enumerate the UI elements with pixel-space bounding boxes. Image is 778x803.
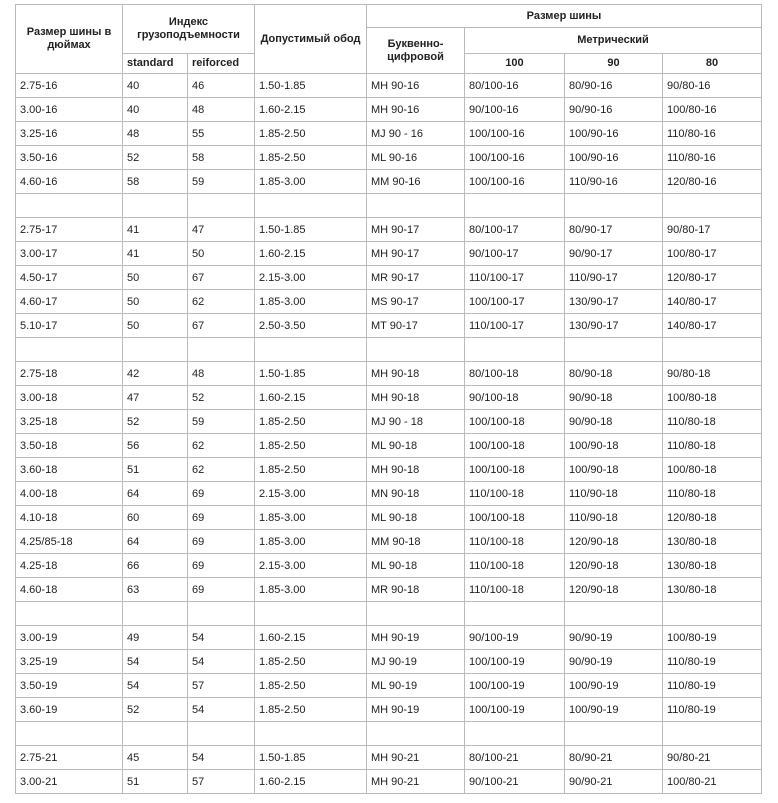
cell-rim: 1.85-3.00 bbox=[255, 290, 367, 314]
cell-alnum: MR 90-18 bbox=[367, 578, 465, 602]
cell-alnum: MH 90-18 bbox=[367, 458, 465, 482]
cell-size-inch: 2.75-18 bbox=[16, 362, 123, 386]
cell-metric-80: 120/80-18 bbox=[663, 506, 762, 530]
cell-metric-80: 100/80-21 bbox=[663, 770, 762, 794]
cell-metric-100: 100/100-16 bbox=[465, 122, 565, 146]
table-row bbox=[16, 554, 762, 578]
cell-metric-80: 90/80-16 bbox=[663, 74, 762, 98]
cell-load-standard: 58 bbox=[123, 170, 188, 194]
cell-load-standard: 41 bbox=[123, 242, 188, 266]
cell-metric-90: 90/90-19 bbox=[565, 626, 663, 650]
cell-load-reinforced: 57 bbox=[188, 770, 255, 794]
cell-rim: 2.15-3.00 bbox=[255, 482, 367, 506]
table-header bbox=[16, 5, 762, 74]
cell-load-standard: 66 bbox=[123, 554, 188, 578]
empty-cell bbox=[123, 602, 188, 626]
cell-load-reinforced: 62 bbox=[188, 290, 255, 314]
cell-load-reinforced: 52 bbox=[188, 386, 255, 410]
cell-load-reinforced: 69 bbox=[188, 554, 255, 578]
cell-alnum: MH 90-16 bbox=[367, 98, 465, 122]
cell-metric-80: 110/80-16 bbox=[663, 146, 762, 170]
cell-rim: 1.85-3.00 bbox=[255, 170, 367, 194]
cell-metric-80: 130/80-18 bbox=[663, 530, 762, 554]
table-row bbox=[16, 146, 762, 170]
cell-metric-100: 110/100-18 bbox=[465, 482, 565, 506]
header-load-index: Индекс грузоподъемности bbox=[123, 5, 255, 54]
cell-load-reinforced: 59 bbox=[188, 170, 255, 194]
cell-load-reinforced: 67 bbox=[188, 314, 255, 338]
cell-metric-90: 110/90-18 bbox=[565, 482, 663, 506]
cell-metric-80: 110/80-18 bbox=[663, 410, 762, 434]
cell-rim: 1.60-2.15 bbox=[255, 626, 367, 650]
header-metric-90: 90 bbox=[565, 54, 663, 74]
table-row bbox=[16, 506, 762, 530]
cell-metric-100: 100/100-16 bbox=[465, 170, 565, 194]
cell-load-standard: 56 bbox=[123, 434, 188, 458]
cell-metric-80: 100/80-19 bbox=[663, 626, 762, 650]
separator-row bbox=[16, 602, 762, 626]
separator-row bbox=[16, 338, 762, 362]
cell-metric-80: 130/80-18 bbox=[663, 554, 762, 578]
cell-size-inch: 3.50-16 bbox=[16, 146, 123, 170]
empty-cell bbox=[188, 602, 255, 626]
cell-alnum: MJ 90-19 bbox=[367, 650, 465, 674]
cell-rim: 1.85-2.50 bbox=[255, 146, 367, 170]
cell-load-standard: 49 bbox=[123, 626, 188, 650]
cell-metric-90: 80/90-16 bbox=[565, 74, 663, 98]
cell-load-standard: 40 bbox=[123, 74, 188, 98]
table-row bbox=[16, 218, 762, 242]
cell-load-reinforced: 59 bbox=[188, 410, 255, 434]
empty-cell bbox=[16, 338, 123, 362]
cell-load-standard: 51 bbox=[123, 458, 188, 482]
cell-metric-100: 100/100-18 bbox=[465, 410, 565, 434]
cell-load-reinforced: 57 bbox=[188, 674, 255, 698]
cell-metric-100: 100/100-19 bbox=[465, 674, 565, 698]
empty-cell bbox=[663, 602, 762, 626]
cell-alnum: MJ 90 - 18 bbox=[367, 410, 465, 434]
cell-metric-90: 80/90-21 bbox=[565, 746, 663, 770]
cell-metric-80: 90/80-18 bbox=[663, 362, 762, 386]
cell-load-standard: 41 bbox=[123, 218, 188, 242]
cell-metric-90: 100/90-18 bbox=[565, 434, 663, 458]
cell-load-standard: 54 bbox=[123, 674, 188, 698]
cell-metric-80: 140/80-17 bbox=[663, 314, 762, 338]
cell-load-standard: 50 bbox=[123, 266, 188, 290]
cell-metric-80: 100/80-18 bbox=[663, 386, 762, 410]
cell-metric-100: 90/100-21 bbox=[465, 770, 565, 794]
cell-size-inch: 4.25/85-18 bbox=[16, 530, 123, 554]
cell-metric-90: 100/90-18 bbox=[565, 458, 663, 482]
table-row bbox=[16, 674, 762, 698]
cell-load-standard: 60 bbox=[123, 506, 188, 530]
cell-rim: 1.60-2.15 bbox=[255, 386, 367, 410]
cell-load-reinforced: 46 bbox=[188, 74, 255, 98]
cell-rim: 1.85-2.50 bbox=[255, 650, 367, 674]
cell-size-inch: 4.25-18 bbox=[16, 554, 123, 578]
cell-load-standard: 52 bbox=[123, 146, 188, 170]
cell-rim: 1.85-3.00 bbox=[255, 530, 367, 554]
cell-metric-100: 110/100-17 bbox=[465, 266, 565, 290]
cell-size-inch: 3.25-16 bbox=[16, 122, 123, 146]
cell-rim: 1.60-2.15 bbox=[255, 242, 367, 266]
cell-size-inch: 4.00-18 bbox=[16, 482, 123, 506]
cell-metric-100: 110/100-18 bbox=[465, 530, 565, 554]
table-row bbox=[16, 242, 762, 266]
cell-metric-90: 120/90-18 bbox=[565, 578, 663, 602]
table-row bbox=[16, 386, 762, 410]
empty-cell bbox=[663, 194, 762, 218]
cell-alnum: MH 90-16 bbox=[367, 74, 465, 98]
cell-size-inch: 3.50-18 bbox=[16, 434, 123, 458]
cell-load-reinforced: 62 bbox=[188, 434, 255, 458]
header-rim: Допустимый обод bbox=[255, 5, 367, 74]
table-row bbox=[16, 650, 762, 674]
cell-size-inch: 3.00-17 bbox=[16, 242, 123, 266]
cell-size-inch: 3.50-19 bbox=[16, 674, 123, 698]
cell-metric-80: 110/80-16 bbox=[663, 122, 762, 146]
cell-metric-90: 110/90-17 bbox=[565, 266, 663, 290]
empty-cell bbox=[367, 722, 465, 746]
cell-metric-100: 100/100-18 bbox=[465, 506, 565, 530]
cell-rim: 1.60-2.15 bbox=[255, 98, 367, 122]
empty-cell bbox=[16, 722, 123, 746]
cell-load-standard: 47 bbox=[123, 386, 188, 410]
empty-cell bbox=[465, 602, 565, 626]
table-row bbox=[16, 98, 762, 122]
table-row bbox=[16, 314, 762, 338]
empty-cell bbox=[188, 722, 255, 746]
header-reinforced: reiforced bbox=[188, 54, 255, 74]
cell-load-reinforced: 62 bbox=[188, 458, 255, 482]
cell-alnum: MR 90-17 bbox=[367, 266, 465, 290]
cell-metric-80: 110/80-19 bbox=[663, 674, 762, 698]
table-row bbox=[16, 122, 762, 146]
table-row bbox=[16, 746, 762, 770]
cell-size-inch: 3.00-19 bbox=[16, 626, 123, 650]
cell-metric-90: 130/90-17 bbox=[565, 290, 663, 314]
cell-rim: 1.85-3.00 bbox=[255, 506, 367, 530]
cell-alnum: ML 90-18 bbox=[367, 554, 465, 578]
cell-load-standard: 48 bbox=[123, 122, 188, 146]
cell-metric-100: 80/100-21 bbox=[465, 746, 565, 770]
table-row bbox=[16, 626, 762, 650]
cell-alnum: ML 90-19 bbox=[367, 674, 465, 698]
empty-cell bbox=[367, 338, 465, 362]
table-row bbox=[16, 578, 762, 602]
cell-size-inch: 3.25-19 bbox=[16, 650, 123, 674]
cell-load-reinforced: 47 bbox=[188, 218, 255, 242]
cell-size-inch: 3.00-16 bbox=[16, 98, 123, 122]
cell-rim: 1.85-2.50 bbox=[255, 122, 367, 146]
cell-rim: 1.50-1.85 bbox=[255, 362, 367, 386]
empty-cell bbox=[123, 194, 188, 218]
empty-cell bbox=[16, 602, 123, 626]
separator-row bbox=[16, 722, 762, 746]
table-row bbox=[16, 74, 762, 98]
cell-metric-90: 90/90-18 bbox=[565, 410, 663, 434]
cell-metric-100: 100/100-17 bbox=[465, 290, 565, 314]
cell-load-standard: 52 bbox=[123, 698, 188, 722]
cell-load-reinforced: 54 bbox=[188, 698, 255, 722]
cell-load-standard: 42 bbox=[123, 362, 188, 386]
cell-rim: 2.15-3.00 bbox=[255, 266, 367, 290]
cell-alnum: MM 90-18 bbox=[367, 530, 465, 554]
cell-metric-100: 110/100-18 bbox=[465, 554, 565, 578]
cell-load-reinforced: 54 bbox=[188, 626, 255, 650]
cell-metric-90: 120/90-18 bbox=[565, 530, 663, 554]
cell-load-standard: 64 bbox=[123, 530, 188, 554]
table-row bbox=[16, 410, 762, 434]
cell-metric-100: 100/100-19 bbox=[465, 650, 565, 674]
cell-load-standard: 51 bbox=[123, 770, 188, 794]
cell-load-reinforced: 54 bbox=[188, 746, 255, 770]
cell-load-reinforced: 69 bbox=[188, 578, 255, 602]
cell-size-inch: 2.75-16 bbox=[16, 74, 123, 98]
empty-cell bbox=[255, 602, 367, 626]
cell-alnum: MH 90-17 bbox=[367, 218, 465, 242]
cell-alnum: ML 90-18 bbox=[367, 434, 465, 458]
cell-metric-90: 120/90-18 bbox=[565, 554, 663, 578]
empty-cell bbox=[565, 722, 663, 746]
header-size-inch: Размер шины в дюймах bbox=[16, 5, 123, 74]
cell-rim: 1.50-1.85 bbox=[255, 74, 367, 98]
cell-alnum: MS 90-17 bbox=[367, 290, 465, 314]
empty-cell bbox=[465, 194, 565, 218]
cell-metric-80: 110/80-19 bbox=[663, 698, 762, 722]
cell-rim: 1.85-2.50 bbox=[255, 410, 367, 434]
header-metric-80: 80 bbox=[663, 54, 762, 74]
cell-size-inch: 3.25-18 bbox=[16, 410, 123, 434]
cell-size-inch: 3.60-18 bbox=[16, 458, 123, 482]
cell-metric-80: 110/80-18 bbox=[663, 434, 762, 458]
cell-load-reinforced: 48 bbox=[188, 362, 255, 386]
tire-size-table bbox=[15, 4, 762, 794]
cell-load-reinforced: 58 bbox=[188, 146, 255, 170]
empty-cell bbox=[255, 194, 367, 218]
empty-cell bbox=[255, 338, 367, 362]
cell-metric-80: 120/80-16 bbox=[663, 170, 762, 194]
cell-load-reinforced: 69 bbox=[188, 506, 255, 530]
cell-metric-100: 90/100-16 bbox=[465, 98, 565, 122]
cell-rim: 1.85-3.00 bbox=[255, 578, 367, 602]
empty-cell bbox=[565, 194, 663, 218]
cell-metric-90: 90/90-19 bbox=[565, 650, 663, 674]
cell-metric-80: 120/80-17 bbox=[663, 266, 762, 290]
cell-metric-100: 100/100-18 bbox=[465, 434, 565, 458]
cell-rim: 2.15-3.00 bbox=[255, 554, 367, 578]
header-tire-size: Размер шины bbox=[367, 5, 762, 28]
empty-cell bbox=[16, 194, 123, 218]
cell-metric-90: 80/90-18 bbox=[565, 362, 663, 386]
empty-cell bbox=[188, 194, 255, 218]
cell-alnum: MH 90-17 bbox=[367, 242, 465, 266]
cell-alnum: MH 90-21 bbox=[367, 770, 465, 794]
table-row bbox=[16, 770, 762, 794]
cell-size-inch: 4.50-17 bbox=[16, 266, 123, 290]
cell-load-reinforced: 69 bbox=[188, 530, 255, 554]
cell-load-standard: 40 bbox=[123, 98, 188, 122]
cell-size-inch: 2.75-17 bbox=[16, 218, 123, 242]
cell-size-inch: 5.10-17 bbox=[16, 314, 123, 338]
cell-alnum: MH 90-18 bbox=[367, 386, 465, 410]
cell-metric-90: 100/90-16 bbox=[565, 122, 663, 146]
header-standard: standard bbox=[123, 54, 188, 74]
cell-load-reinforced: 54 bbox=[188, 650, 255, 674]
cell-alnum: ML 90-16 bbox=[367, 146, 465, 170]
table-row bbox=[16, 482, 762, 506]
cell-metric-90: 90/90-21 bbox=[565, 770, 663, 794]
cell-rim: 1.85-2.50 bbox=[255, 674, 367, 698]
cell-load-reinforced: 48 bbox=[188, 98, 255, 122]
cell-load-standard: 54 bbox=[123, 650, 188, 674]
table-row bbox=[16, 530, 762, 554]
cell-alnum: MH 90-19 bbox=[367, 698, 465, 722]
cell-metric-100: 110/100-17 bbox=[465, 314, 565, 338]
empty-cell bbox=[123, 338, 188, 362]
table-row bbox=[16, 290, 762, 314]
empty-cell bbox=[367, 602, 465, 626]
cell-metric-100: 90/100-18 bbox=[465, 386, 565, 410]
cell-size-inch: 4.10-18 bbox=[16, 506, 123, 530]
cell-metric-80: 100/80-17 bbox=[663, 242, 762, 266]
cell-size-inch: 4.60-18 bbox=[16, 578, 123, 602]
cell-load-reinforced: 69 bbox=[188, 482, 255, 506]
empty-cell bbox=[465, 722, 565, 746]
cell-metric-100: 80/100-16 bbox=[465, 74, 565, 98]
separator-row bbox=[16, 194, 762, 218]
cell-metric-80: 140/80-17 bbox=[663, 290, 762, 314]
cell-load-standard: 50 bbox=[123, 314, 188, 338]
empty-cell bbox=[255, 722, 367, 746]
table-row bbox=[16, 434, 762, 458]
empty-cell bbox=[663, 722, 762, 746]
cell-metric-80: 100/80-16 bbox=[663, 98, 762, 122]
cell-metric-90: 90/90-16 bbox=[565, 98, 663, 122]
cell-metric-80: 110/80-19 bbox=[663, 650, 762, 674]
cell-metric-80: 130/80-18 bbox=[663, 578, 762, 602]
cell-size-inch: 4.60-17 bbox=[16, 290, 123, 314]
cell-metric-100: 90/100-19 bbox=[465, 626, 565, 650]
cell-metric-90: 110/90-16 bbox=[565, 170, 663, 194]
cell-size-inch: 4.60-16 bbox=[16, 170, 123, 194]
cell-rim: 1.60-2.15 bbox=[255, 770, 367, 794]
empty-cell bbox=[565, 338, 663, 362]
cell-rim: 1.85-2.50 bbox=[255, 458, 367, 482]
cell-metric-90: 100/90-19 bbox=[565, 674, 663, 698]
cell-metric-100: 80/100-18 bbox=[465, 362, 565, 386]
cell-load-standard: 45 bbox=[123, 746, 188, 770]
empty-cell bbox=[465, 338, 565, 362]
cell-rim: 1.85-2.50 bbox=[255, 434, 367, 458]
cell-rim: 1.50-1.85 bbox=[255, 218, 367, 242]
cell-size-inch: 3.00-21 bbox=[16, 770, 123, 794]
header-metric-100: 100 bbox=[465, 54, 565, 74]
cell-alnum: MT 90-17 bbox=[367, 314, 465, 338]
cell-alnum: MN 90-18 bbox=[367, 482, 465, 506]
cell-metric-80: 90/80-21 bbox=[663, 746, 762, 770]
cell-load-reinforced: 67 bbox=[188, 266, 255, 290]
header-alnum: Буквенно-цифровой bbox=[367, 28, 465, 74]
table-body bbox=[16, 74, 762, 794]
cell-metric-100: 100/100-16 bbox=[465, 146, 565, 170]
cell-metric-100: 100/100-19 bbox=[465, 698, 565, 722]
cell-size-inch: 2.75-21 bbox=[16, 746, 123, 770]
cell-metric-100: 110/100-18 bbox=[465, 578, 565, 602]
empty-cell bbox=[123, 722, 188, 746]
cell-load-reinforced: 50 bbox=[188, 242, 255, 266]
empty-cell bbox=[663, 338, 762, 362]
cell-metric-90: 110/90-18 bbox=[565, 506, 663, 530]
cell-alnum: MH 90-21 bbox=[367, 746, 465, 770]
empty-cell bbox=[367, 194, 465, 218]
table-row bbox=[16, 170, 762, 194]
cell-size-inch: 3.60-19 bbox=[16, 698, 123, 722]
cell-load-standard: 52 bbox=[123, 410, 188, 434]
table-row bbox=[16, 362, 762, 386]
cell-metric-90: 80/90-17 bbox=[565, 218, 663, 242]
cell-rim: 1.85-2.50 bbox=[255, 698, 367, 722]
cell-metric-100: 90/100-17 bbox=[465, 242, 565, 266]
cell-metric-80: 100/80-18 bbox=[663, 458, 762, 482]
cell-alnum: MH 90-19 bbox=[367, 626, 465, 650]
cell-load-standard: 63 bbox=[123, 578, 188, 602]
cell-metric-100: 100/100-18 bbox=[465, 458, 565, 482]
cell-metric-90: 90/90-17 bbox=[565, 242, 663, 266]
header-metric: Метрический bbox=[465, 28, 762, 54]
cell-metric-90: 100/90-16 bbox=[565, 146, 663, 170]
cell-load-reinforced: 55 bbox=[188, 122, 255, 146]
cell-metric-90: 130/90-17 bbox=[565, 314, 663, 338]
cell-alnum: ML 90-18 bbox=[367, 506, 465, 530]
cell-load-standard: 50 bbox=[123, 290, 188, 314]
cell-size-inch: 3.00-18 bbox=[16, 386, 123, 410]
cell-metric-90: 90/90-18 bbox=[565, 386, 663, 410]
table-row bbox=[16, 458, 762, 482]
cell-metric-80: 90/80-17 bbox=[663, 218, 762, 242]
cell-alnum: MH 90-18 bbox=[367, 362, 465, 386]
cell-metric-100: 80/100-17 bbox=[465, 218, 565, 242]
cell-load-standard: 64 bbox=[123, 482, 188, 506]
table-row bbox=[16, 266, 762, 290]
table-row bbox=[16, 698, 762, 722]
cell-rim: 1.50-1.85 bbox=[255, 746, 367, 770]
cell-alnum: MM 90-16 bbox=[367, 170, 465, 194]
empty-cell bbox=[565, 602, 663, 626]
cell-alnum: MJ 90 - 16 bbox=[367, 122, 465, 146]
cell-metric-80: 110/80-18 bbox=[663, 482, 762, 506]
empty-cell bbox=[188, 338, 255, 362]
cell-metric-90: 100/90-19 bbox=[565, 698, 663, 722]
cell-rim: 2.50-3.50 bbox=[255, 314, 367, 338]
